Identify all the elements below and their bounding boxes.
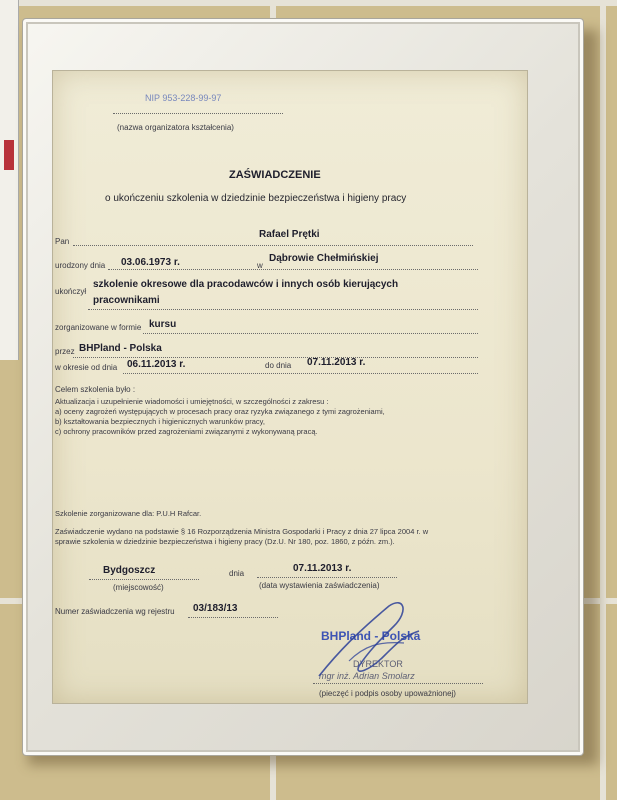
birth-date: 03.06.1973 r. (121, 257, 180, 268)
organizer-caption: (nazwa organizatora kształcenia) (117, 123, 234, 132)
place-value: Bydgoszcz (103, 565, 156, 576)
tile-joint (0, 0, 617, 6)
period-to-label: do dnia (265, 361, 292, 370)
issue-date: 07.11.2013 r. (293, 563, 352, 574)
goal-heading: Celem szkolenia było : (55, 385, 136, 394)
date-label: dnia (229, 569, 245, 578)
issue-date-caption: (data wystawienia zaświadczenia) (259, 581, 380, 590)
certificate-subtitle: o ukończeniu szkolenia w dziedzinie bezpieczeństwa i higieny pracy (105, 193, 407, 204)
place-caption: (miejscowość) (113, 583, 164, 592)
course-line1: szkolenie okresowe dla pracodawców i innych osób kierujących (93, 279, 399, 290)
certificate-paper (52, 70, 528, 704)
signature-company: BHPland - Polska (321, 629, 421, 643)
goal-line: b) kształtowania bezpiecznych i higienicznych warunków pracy, (55, 417, 265, 426)
tile-joint (600, 0, 606, 800)
period-from: 06.11.2013 r. (127, 359, 186, 370)
pan-label: Pan (55, 237, 70, 246)
period-to: 07.11.2013 r. (307, 357, 366, 368)
register-value: 03/183/13 (193, 603, 238, 614)
stamp-nip: NIP 953-228-99-97 (145, 93, 222, 103)
legal-line2: sprawie szkolenia w dziedzinie bezpieczeństwa i higieny pracy (Dz.U. Nr 180, poz. 1860, z późn. zm.). (55, 537, 395, 546)
completed-label: ukończył (55, 287, 87, 296)
by-value: BHPland - Polska (79, 343, 162, 354)
course-line2: pracownikami (93, 295, 160, 306)
legal-line1: Zaświadczenie wydano na podstawie § 16 Rozporządzenia Ministra Gospodarki i Pracy z dnia 27 lipca 2004 r. w (55, 527, 429, 536)
register-label: Numer zaświadczenia wg rejestru (55, 607, 175, 616)
handwritten-signature (309, 591, 449, 691)
person-name: Rafael Prętki (259, 229, 320, 240)
goal-line: a) oceny zagrożeń występujących w procesach pracy oraz ryzyka związanego z tymi zagrożeniami, (55, 407, 385, 416)
by-label: przez (55, 347, 75, 356)
form-value: kursu (149, 319, 177, 330)
birth-place: Dąbrowie Chełmińskiej (269, 253, 379, 264)
signature-role: DYREKTOR (353, 659, 403, 669)
poster-edge (0, 0, 19, 360)
period-label: w okresie od dnia (55, 363, 118, 372)
signature-name: mgr inż. Adrian Smolarz (319, 671, 415, 681)
born-label: urodzony dnia (55, 261, 106, 270)
certificate-title: ZAŚWIADCZENIE (229, 169, 321, 181)
goal-line: c) ochrony pracowników przed zagrożeniami związanymi z wykonywaną pracą. (55, 427, 318, 436)
organized-for: Szkolenie zorganizowane dla: P.U.H Rafcar. (55, 509, 202, 518)
form-label: zorganizowane w formie (55, 323, 142, 332)
in-label: w (257, 261, 263, 270)
goal-line: Aktualizacja i uzupełnienie wiadomości i umiejętności, w szczególności z zakresu : (55, 397, 329, 406)
signature-caption: (pieczęć i podpis osoby upoważnionej) (319, 689, 456, 698)
